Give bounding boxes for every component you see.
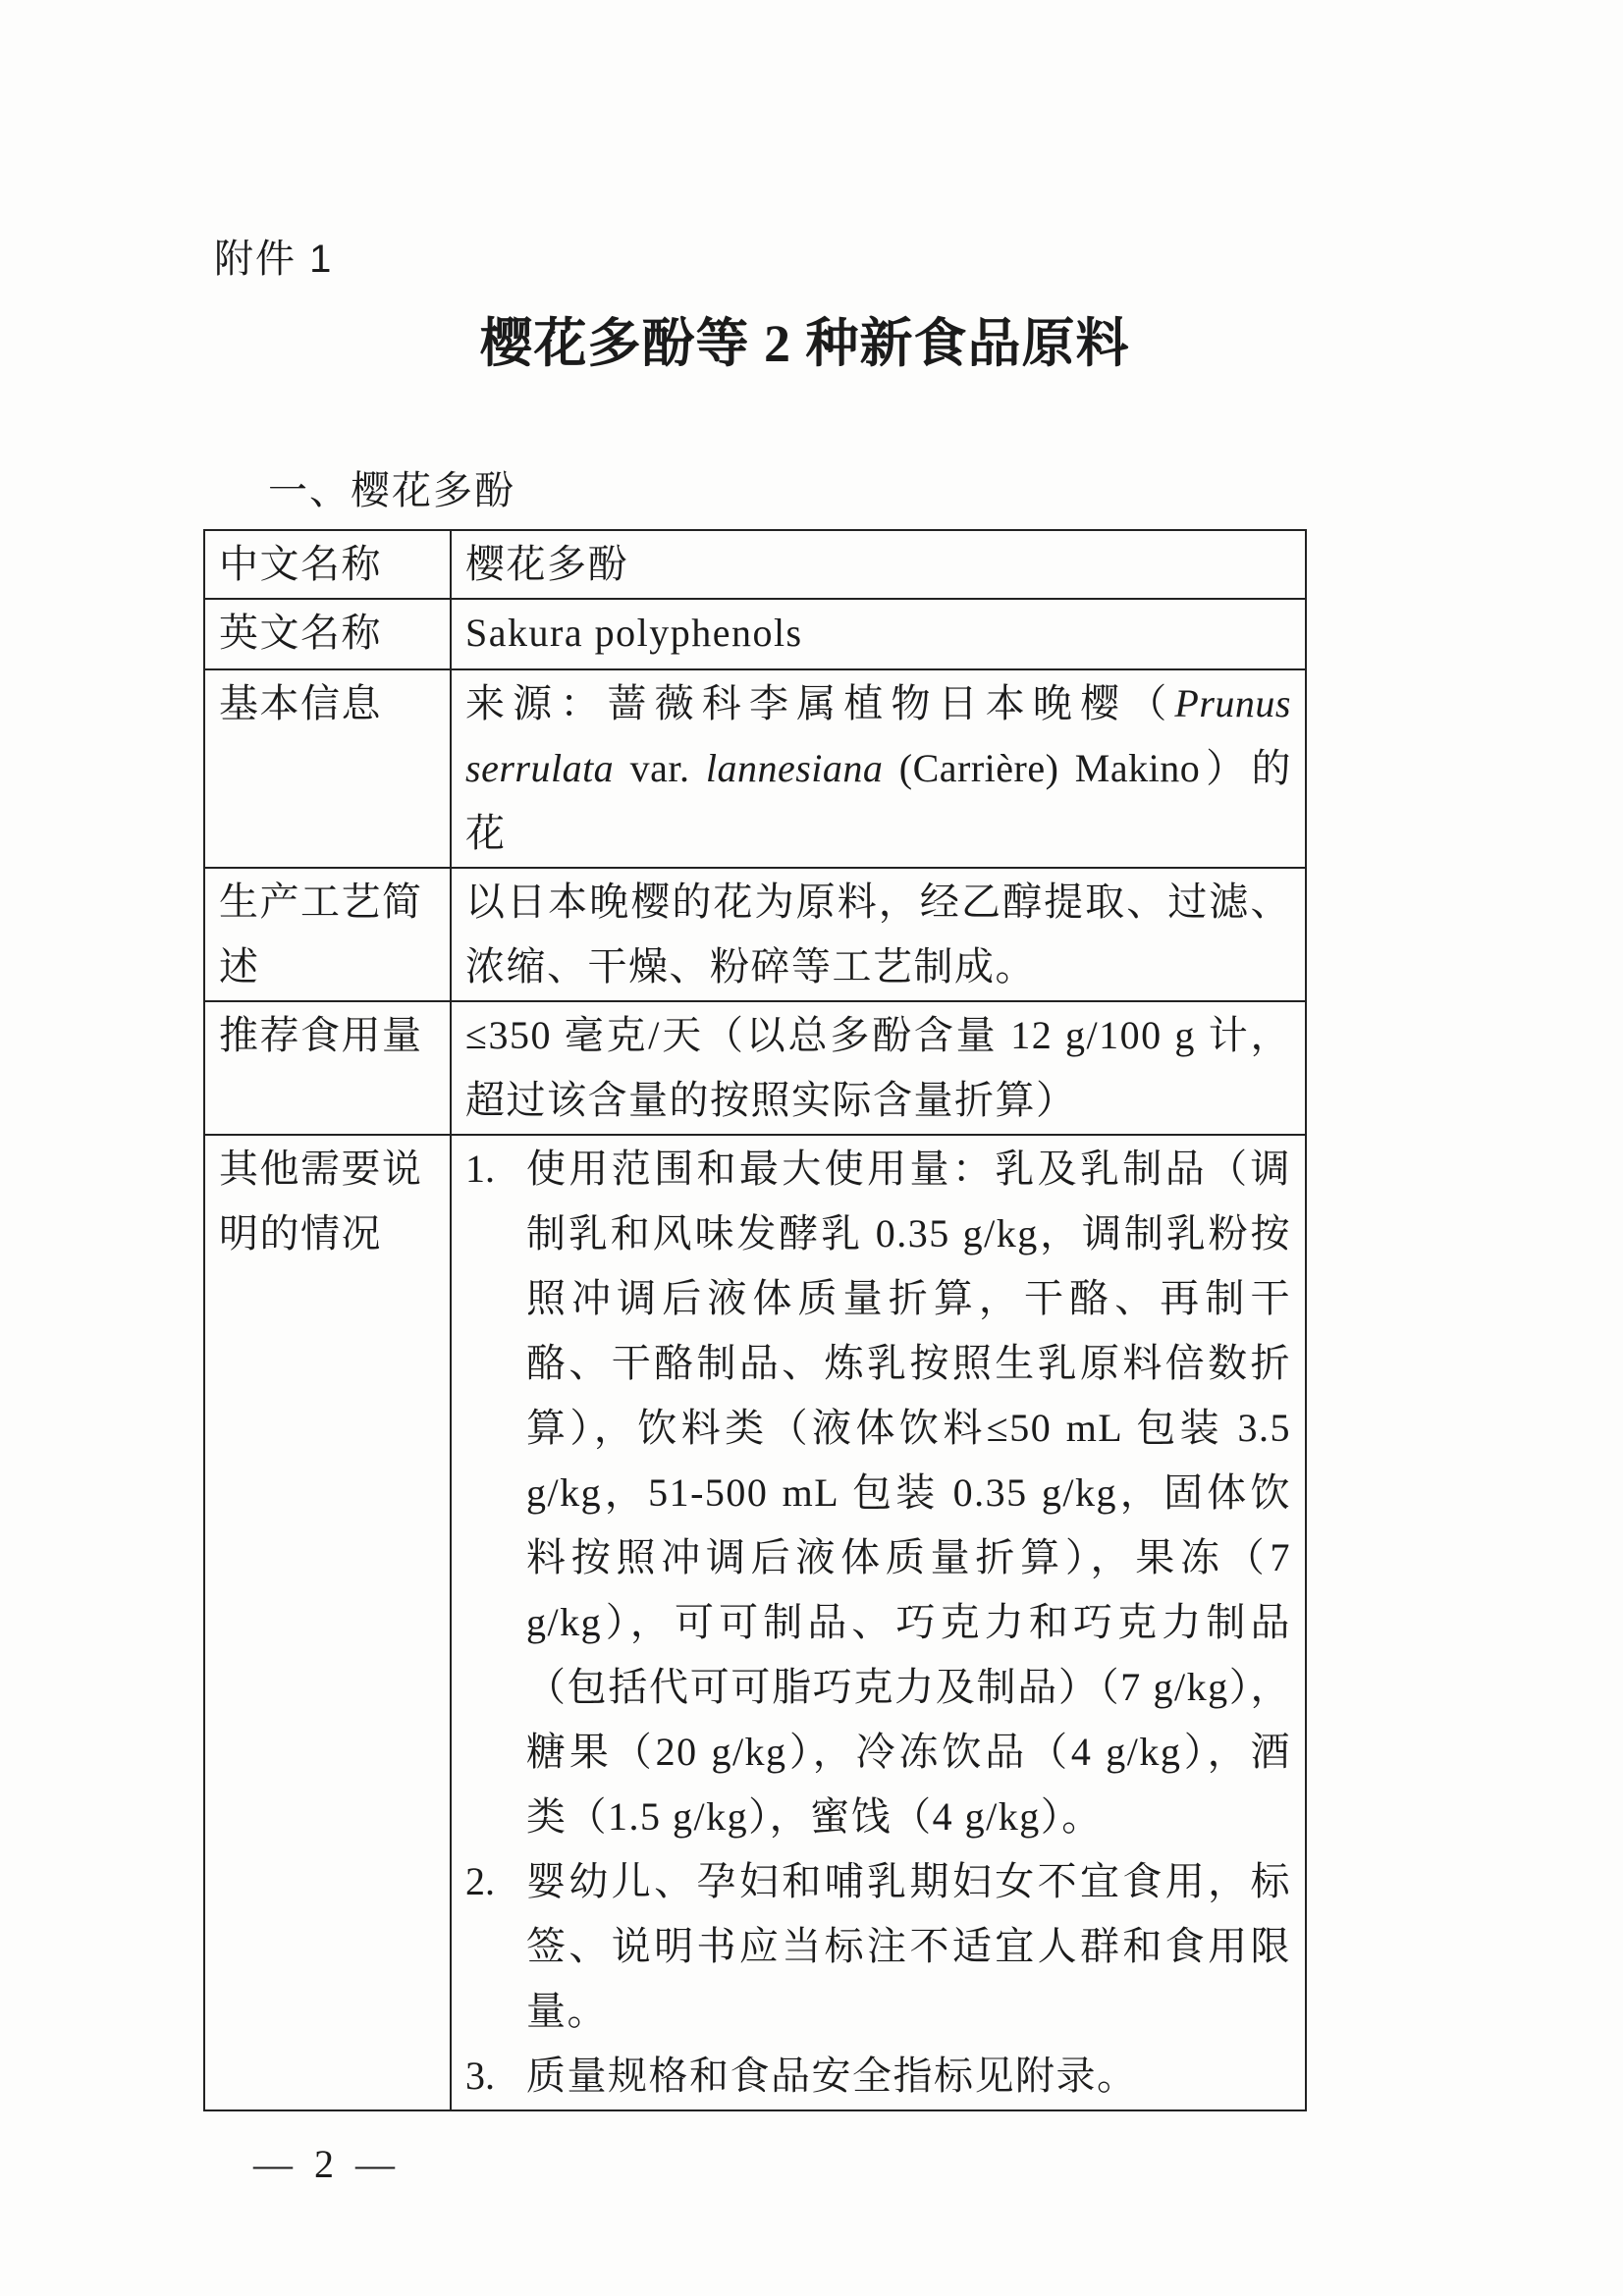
value-cell: 樱花多酚 — [451, 530, 1306, 599]
value-cell: Sakura polyphenols — [451, 599, 1306, 669]
table-row-other-notes — [204, 1135, 1306, 2110]
label-cell: 生产工艺简述 — [204, 868, 451, 1001]
document-body — [203, 529, 1305, 2188]
document-title: 樱花多酚等 2 种新食品原料 — [479, 314, 1130, 373]
attachment-label: 附件 1 — [214, 238, 334, 281]
list-item — [465, 1849, 1291, 2044]
source-prefix: 来源：蔷薇科李属植物日本晚樱（ — [465, 681, 1175, 725]
variety-name: lannesiana — [705, 746, 884, 790]
list-item-number: 3. — [465, 2054, 495, 2098]
list-item-text: 使用范围和最大使用量：乳及乳制品（调制乳和风味发酵乳 0.35 g/kg，调制乳粉按照冲调后液体质量折算，干酪、再制干酪、干酪制品、炼乳按照生乳原料倍数折算），饮料类（液体饮料≤50 mL 包装 3.5 g/kg，51-500 mL 包装 0.35 g/kg，固体饮料按照冲调后液体质量折算），果冻（7 g/kg），可可制品、巧克力和巧克力制品（包括代可可脂巧克力及制品）（7 g/kg），糖果（20 g/kg），冷冻饮品（4 g/kg），酒类（1.5 g/kg），蜜饯（4 g/kg）。 — [526, 1147, 1291, 1839]
table-row-english-name — [204, 599, 1306, 669]
label-cell: 中文名称 — [204, 530, 451, 599]
value-cell — [451, 1135, 1306, 2110]
value-cell: ≤350 毫克/天（以总多酚含量 12 g/100 g 计，超过该含量的按照实际含量折算） — [451, 1001, 1306, 1135]
page-number: — 2 — — [253, 2142, 401, 2186]
ingredient-info-table — [203, 529, 1307, 2111]
authority-suffix: (Carrière) Makino）的花 — [465, 746, 1291, 855]
value-cell: 以日本晚樱的花为原料，经乙醇提取、过滤、浓缩、干燥、粉碎等工艺制成。 — [451, 868, 1306, 1001]
list-item-number: 1. — [465, 1147, 495, 1191]
label-cell: 英文名称 — [204, 599, 451, 669]
table-row-recommended-intake — [204, 1001, 1306, 1135]
value-cell — [451, 669, 1306, 868]
list-item-text: 婴幼儿、孕妇和哺乳期妇女不宜食用，标签、说明书应当标注不适宜人群和食用限量。 — [526, 1859, 1291, 2033]
variety-label: var. — [614, 746, 706, 790]
label-cell: 其他需要说明的情况 — [204, 1135, 451, 2110]
section-heading: 一、樱花多酚 — [268, 468, 515, 512]
list-item — [465, 1137, 1291, 1849]
list-item-text: 质量规格和食品安全指标见附录。 — [526, 2054, 1138, 2098]
species-name: Prunus serrulata — [465, 681, 1291, 790]
list-item-number: 2. — [465, 1859, 495, 1903]
label-cell: 基本信息 — [204, 669, 451, 868]
table-row-chinese-name — [204, 530, 1306, 599]
table-row-process — [204, 868, 1306, 1001]
table-row-basic-info — [204, 669, 1306, 868]
list-item — [465, 2044, 1291, 2109]
label-cell: 推荐食用量 — [204, 1001, 451, 1135]
